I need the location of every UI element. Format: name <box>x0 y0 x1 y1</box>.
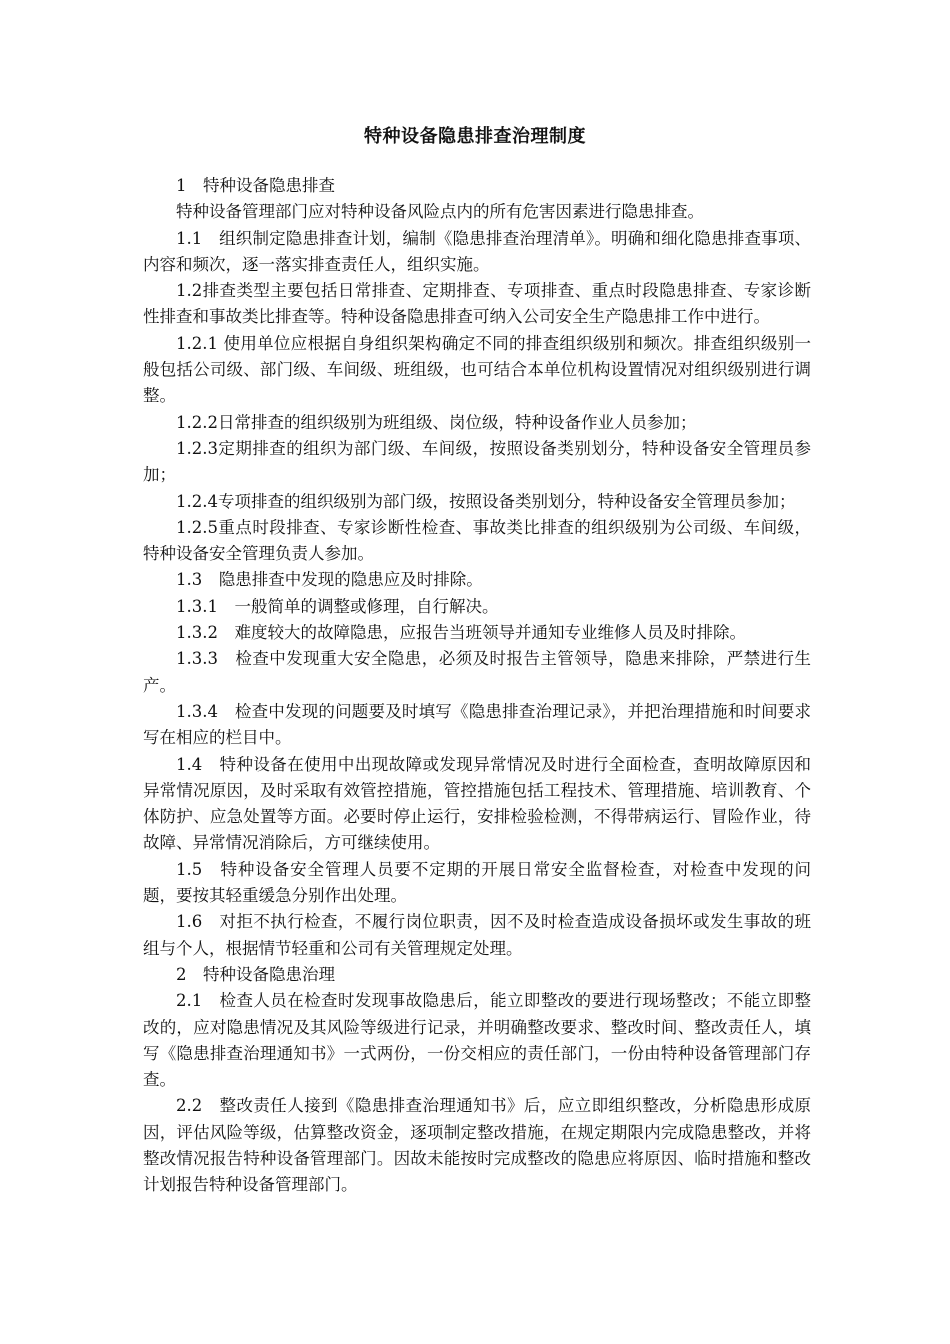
paragraph: 特种设备管理部门应对特种设备风险点内的所有危害因素进行隐患排查。 <box>176 202 704 222</box>
paragraph: 1.2排查类型主要包括日常排查、定期排查、专项排查、重点时段隐患排查、专家诊断性排查和事故类比排查等。特种设备隐患排查可纳入公司安全生产隐患排工作中进行。 <box>143 281 811 327</box>
paragraph: 1.2.4专项排查的组织级别为部门级，按照设备类别划分，特种设备安全管理员参加； <box>176 491 796 511</box>
paragraph: 1.2.1 使用单位应根据自身组织架构确定不同的排查组织级别和频次。排查组织级别一般包括公司级、部门级、车间级、班组级，也可结合本单位机构设置情况对组织级别进行调整。 <box>143 333 811 406</box>
paragraph: 1.2.3定期排查的组织为部门级、车间级，按照设备类别划分，特种设备安全管理员参加； <box>143 438 811 485</box>
paragraph: 1.2.2日常排查的组织级别为班组级、岗位级，特种设备作业人员参加； <box>176 412 697 432</box>
paragraph: 1.3.1 一般简单的调整或修理，自行解决。 <box>176 596 499 616</box>
page-title: 特种设备隐患排查治理制度 <box>364 126 586 147</box>
document-body <box>143 173 811 1199</box>
paragraph: 2 特种设备隐患治理 <box>176 964 335 984</box>
paragraph: 1.2.5重点时段排查、专家诊断性检查、事故类比排查的组织级别为公司级、车间级，特种设备安全管理负责人参加。 <box>143 517 811 564</box>
paragraph: 1 特种设备隐患排查 <box>176 176 335 195</box>
paragraph: 1.4 特种设备在使用中出现故障或发现异常情况及时进行全面检查，查明故障原因和异常情况原因，及时采取有效管控措施，管控措施包括工程技术、管理措施、培训教育、个体防护、应急处置等方面。必要时停止运行，安排检验检测，不得带病运行、冒险作业，待故障、异常情况消除后，方可继续使用。 <box>143 754 811 853</box>
paragraph: 2.1 检查人员在检查时发现事故隐患后，能立即整改的要进行现场整改；不能立即整改的，应对隐患情况及其风险等级进行记录，并明确整改要求、整改时间、整改责任人，填写《隐患排查治理通知书》一式两份，一份交相应的责任部门，一份由特种设备管理部门存查。 <box>143 991 811 1090</box>
paragraph: 1.1 组织制定隐患排查计划，编制《隐患排查治理清单》。明确和细化隐患排查事项、内容和频次，逐一落实排查责任人，组织实施。 <box>143 228 811 274</box>
paragraph: 1.6 对拒不执行检查，不履行岗位职责，因不及时检查造成设备损坏或发生事故的班组与个人，根据情节轻重和公司有关管理规定处理。 <box>143 912 811 958</box>
paragraph: 1.5 特种设备安全管理人员要不定期的开展日常安全监督检查，对检查中发现的问题，要按其轻重缓急分别作出处理。 <box>143 859 811 906</box>
paragraph: 1.3 隐患排查中发现的隐患应及时排除。 <box>176 570 483 590</box>
paragraph: 1.3.3 检查中发现重大安全隐患，必须及时报告主管领导，隐患来排除，严禁进行生产。 <box>143 649 811 695</box>
paragraph: 2.2 整改责任人接到《隐患排查治理通知书》后，应立即组织整改，分析隐患形成原因，评估风险等级，估算整改资金，逐项制定整改措施，在规定期限内完成隐患整改，并将整改情况报告特种设备管理部门。因故未能按时完成整改的隐患应将原因、临时措施和整改计划报告特种设备管理部门。 <box>143 1096 811 1195</box>
paragraph: 1.3.4 检查中发现的问题要及时填写《隐患排查治理记录》，并把治理措施和时间要求写在相应的栏目中。 <box>143 701 811 748</box>
paragraph: 1.3.2 难度较大的故障隐患，应报告当班领导并通知专业维修人员及时排除。 <box>176 623 746 643</box>
